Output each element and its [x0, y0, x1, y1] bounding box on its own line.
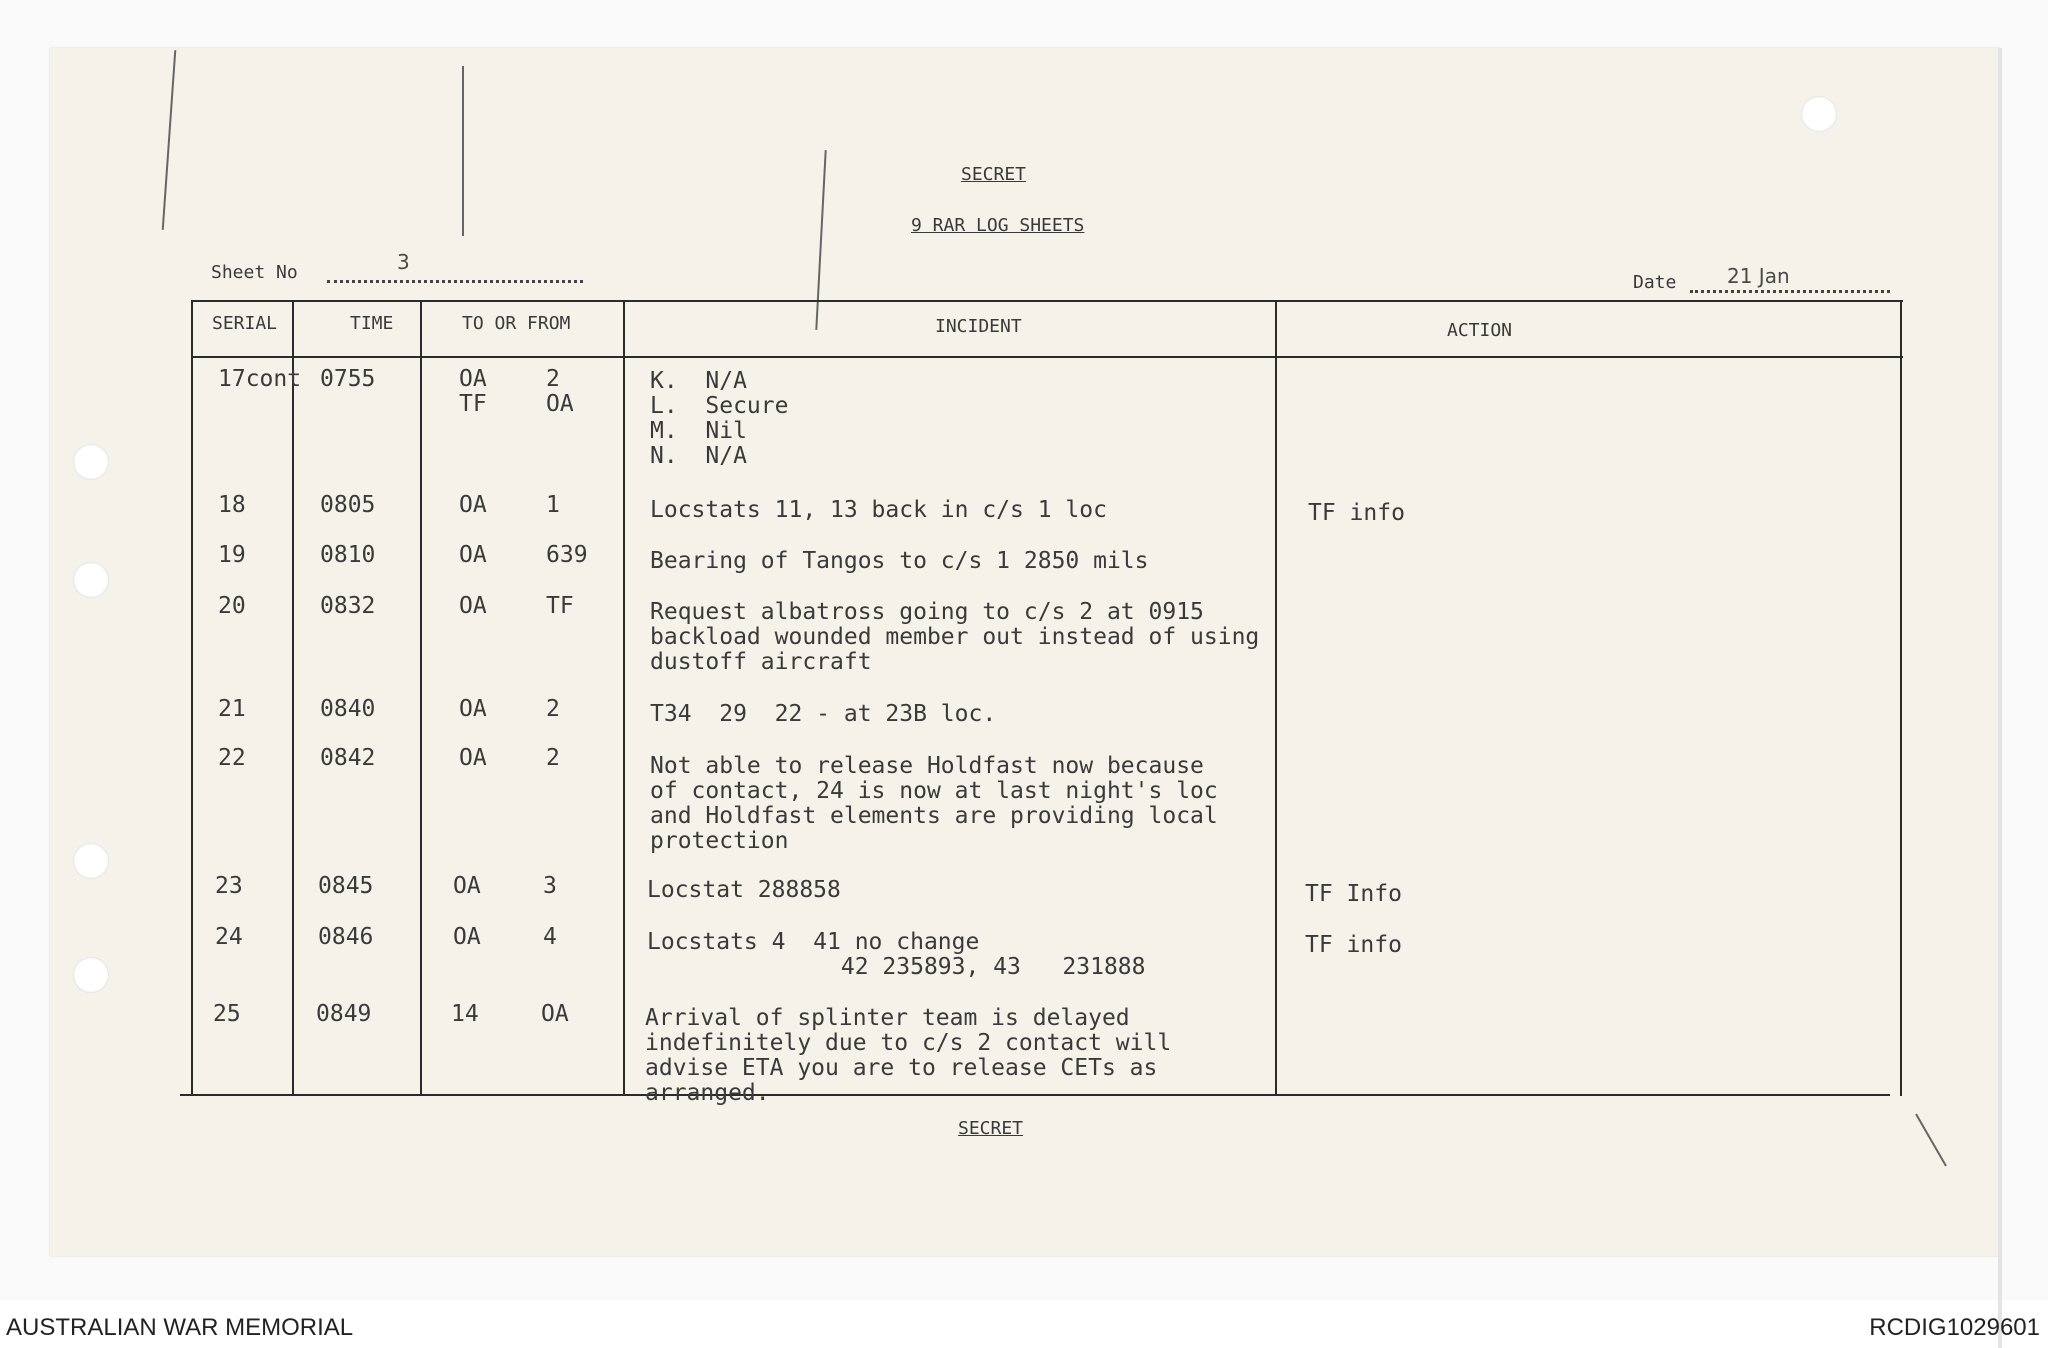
header-time: TIME [350, 313, 394, 334]
table-right-border [1900, 300, 1902, 1096]
row-incident: K. N/A L. Secure M. Nil N. N/A [650, 368, 789, 469]
date-line [1690, 290, 1890, 293]
date-value: 21 Jan [1727, 264, 1790, 288]
row-serial: 24 [215, 924, 243, 950]
row-from: OA [459, 593, 487, 619]
archive-credit: AUSTRALIAN WAR MEMORIAL [6, 1314, 354, 1341]
row-from: OA [453, 873, 481, 899]
row-from: OA [459, 542, 487, 568]
punch-hole [1801, 96, 1837, 132]
row-incident: Locstats 11, 13 back in c/s 1 loc [650, 497, 1107, 523]
table-left-border [191, 300, 193, 1096]
header-incident: INCIDENT [935, 316, 1022, 337]
row-incident: Locstat 288858 [647, 877, 841, 903]
archive-identifier: RCDIG1029601 [1869, 1314, 2040, 1341]
row-from: OA [459, 745, 487, 771]
row-serial: 22 [218, 745, 246, 771]
row-from: OA [459, 492, 487, 518]
row-incident: Not able to release Holdfast now because of contact, 24 is now at last night's loc and Holdfast elements are providing local protection [650, 753, 1218, 854]
row-to: 2 [546, 696, 560, 722]
row-serial: 23 [215, 873, 243, 899]
row-to: 2 [546, 745, 560, 771]
row-from: OA TF [459, 366, 487, 417]
punch-hole [73, 444, 109, 480]
classification-top: SECRET [961, 164, 1027, 185]
document-title: 9 RAR LOG SHEETS [911, 215, 1085, 236]
row-time: 0832 [320, 593, 376, 619]
row-incident: Request albatross going to c/s 2 at 0915 backload wounded member out instead of using dustoff aircraft [650, 599, 1260, 675]
punch-hole [73, 843, 109, 879]
row-serial: 20 [218, 593, 246, 619]
sheet-number-value: 3 [397, 250, 410, 274]
header-action: ACTION [1447, 320, 1513, 341]
row-incident: Locstats 4 41 no change 42 235893, 43 231888 [647, 929, 1146, 980]
header-to-or-from: TO OR FROM [462, 313, 571, 334]
row-incident: Bearing of Tangos to c/s 1 2850 mils [650, 548, 1149, 574]
column-divider-to-from [623, 300, 625, 1096]
header-serial: SERIAL [212, 313, 278, 334]
row-to: 1 [546, 492, 560, 518]
row-incident: T34 29 22 - at 23B loc. [650, 701, 997, 727]
row-action: TF info [1305, 932, 1402, 958]
row-time: 0846 [318, 924, 374, 950]
column-divider-serial [292, 300, 294, 1096]
row-time: 0845 [318, 873, 374, 899]
row-time: 0810 [320, 542, 376, 568]
row-from: OA [453, 924, 481, 950]
row-from: 14 [451, 1001, 479, 1027]
punch-hole [73, 957, 109, 993]
row-serial: 17cont [218, 366, 302, 392]
row-serial: 18 [218, 492, 246, 518]
row-serial: 21 [218, 696, 246, 722]
row-to: 2 OA [546, 366, 574, 417]
row-from: OA [459, 696, 487, 722]
row-action: TF Info [1305, 881, 1402, 907]
paper-edge [1998, 48, 2002, 1348]
row-to: 3 [543, 873, 557, 899]
row-time: 0755 [320, 366, 376, 392]
row-time: 0849 [316, 1001, 372, 1027]
row-time: 0840 [320, 696, 376, 722]
sheet-number-line [327, 280, 583, 283]
row-action: TF info [1308, 500, 1405, 526]
row-serial: 19 [218, 542, 246, 568]
stray-mark [462, 66, 464, 236]
row-to: 4 [543, 924, 557, 950]
row-time: 0842 [320, 745, 376, 771]
row-to: TF [546, 593, 574, 619]
sheet-number-label: Sheet No [211, 262, 298, 283]
row-incident: Arrival of splinter team is delayed indefinitely due to c/s 2 contact will advise ETA you are to release CETs as arranged. [645, 1005, 1172, 1106]
date-label: Date [1633, 272, 1677, 293]
row-time: 0805 [320, 492, 376, 518]
punch-hole [73, 562, 109, 598]
classification-bottom: SECRET [958, 1118, 1024, 1139]
column-divider-incident [1275, 300, 1277, 1096]
row-to: 639 [546, 542, 588, 568]
column-divider-time [420, 300, 422, 1096]
row-to: OA [541, 1001, 569, 1027]
table-header-divider [193, 356, 1903, 358]
row-serial: 25 [213, 1001, 241, 1027]
table-top-border [193, 300, 1903, 302]
